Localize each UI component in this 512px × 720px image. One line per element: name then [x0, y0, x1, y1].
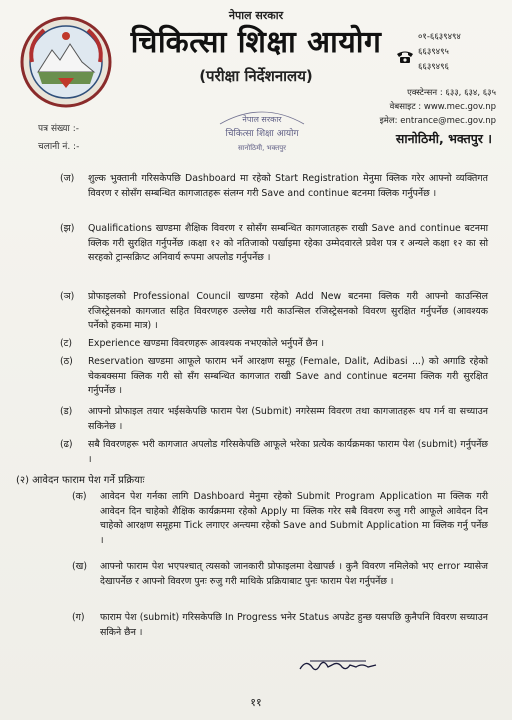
item-marker: (ड) — [60, 406, 73, 417]
list-item — [72, 560, 488, 589]
commission-title: चिकित्सा शिक्षा आयोग — [130, 25, 382, 60]
letter-number-label: पत्र संख्या :- — [38, 124, 79, 134]
telephone-icon — [396, 50, 414, 64]
section-heading: (२) आवेदन फाराम पेश गर्ने प्रक्रियाः — [16, 475, 145, 486]
item-marker: (झ) — [60, 223, 75, 234]
list-item — [72, 490, 488, 548]
item-marker: (ज) — [60, 173, 75, 184]
contact-info — [380, 86, 496, 128]
list-item — [60, 290, 488, 334]
extension-numbers: एक्स्टेन्सन : ६३३, ६३४, ६३५ — [407, 88, 496, 98]
item-marker: (ठ) — [60, 356, 73, 367]
item-text: Qualifications खण्डमा शैक्षिक विवरण र सोसँग सम्बन्धित कागजातहरू राखी Save and continue बटनमा क्लिक गरी सुरक्षित गर्नुपर्नेछ ।कक्षा १२ को नतिजाको पर्खाइमा रहेका उम्मेदवारले प्रवेश पत्र र अन्यले कक्षा १२ का सो सरहको ट्रान्सक्रिप्ट अनिवार्य रूपमा अपलोड गर्नुपर्नेछ । — [88, 223, 488, 264]
stamp-line: चिकित्सा शिक्षा आयोग — [225, 129, 299, 139]
phone-number: ६६३९४९५ — [418, 47, 449, 57]
list-item — [60, 405, 488, 434]
dispatch-number-label: चलानी नं. :- — [38, 142, 80, 152]
website-link[interactable]: वेबसाइट : www.mec.gov.np — [389, 102, 496, 112]
item-text: Reservation खण्डमा आफूले फाराम भर्ने आरक्षण समूह (Female, Dalit, Adibasi ...) को अगाडि रहेको चेकबक्समा क्लिक गरी सो सँग सम्बन्धित कागजात राखी Save and continue बटनमा क्लिक गरी सुरक्षित गर्नुपर्नेछ । — [88, 356, 488, 397]
phone-number: ६६३९४९६ — [418, 62, 449, 72]
item-text: Experience खण्डमा विवरणहरू आवश्यक नभएकोले भर्नुपर्ने छैन । — [88, 338, 325, 349]
page-number: ११ — [250, 696, 262, 709]
office-location: सानोठिमी, भक्तपुर । — [395, 131, 492, 146]
item-marker: (ञ) — [60, 291, 75, 302]
item-marker: (क) — [72, 491, 87, 502]
list-item — [60, 355, 488, 399]
phone-number: ०१-६६३९४९४ — [418, 32, 461, 42]
directorate-subtitle: (परीक्षा निर्देशनालय) — [199, 67, 313, 85]
stamp-line: नेपाल सरकार — [242, 115, 282, 124]
item-text: आफ्नो फाराम पेश भएपश्चात् त्यसको जानकारी प्रोफाइलमा देखापर्छ । कुनै विवरण नमिलेको भए error म्यासेज देखापर्नेछ र आफ्नो विवरण पुनः रुजु गरी माथिके प्रक्रियाबाट पुनः फाराम पेश गर्नुपर्नेछ । — [100, 561, 488, 587]
phone-numbers — [418, 30, 461, 75]
stamp-line: सानोठिमी, भक्तपुर — [237, 144, 287, 152]
list-item — [72, 611, 488, 640]
item-text: सबै विवरणहरू भरी कागजात अपलोड गरिसकेपछि आफूले भरेका प्रत्येक कार्यक्रमका फाराम पेश (submit) गर्नुपर्नेछ । — [88, 439, 488, 465]
item-marker: (ख) — [72, 561, 87, 572]
item-marker: (ट) — [60, 338, 73, 349]
list-item — [60, 337, 488, 352]
list-item — [60, 222, 488, 266]
official-stamp — [214, 104, 310, 164]
government-name: नेपाल सरकार — [228, 9, 284, 22]
letter-meta — [38, 120, 79, 156]
email-link[interactable]: इमेल: entrance@mec.gov.np — [379, 116, 496, 126]
item-text: प्रोफाइलको Professional Council खण्डमा रहेको Add New बटनमा क्लिक गरी आफ्नो काउन्सिल रजिस्ट्रेसनको कागजात सहित विवरणहरु उल्लेख गरी काउन्सिल रजिस्ट्रेसनको विवरण सुरक्षित गर्नुपर्नेछ (आवश्यक पर्नेको हकमा मात्र) । — [88, 291, 488, 332]
item-text: फाराम पेश (submit) गरिसकेपछि In Progress भनेर Status अपडेट हुन्छ यसपछि कुनैपनि विवरण सच्याउन सकिने छैन । — [100, 612, 488, 638]
item-text: आफ्नो प्रोफाइल तयार भईसकेपछि फाराम पेश (Submit) नगरेसम्म विवरण तथा कागजातहरू थप गर्न वा सच्याउन सकिनेछ । — [88, 406, 488, 432]
handwritten-signature — [296, 655, 386, 677]
item-text: शुल्क भुक्तानी गरिसकेपछि Dashboard मा रहेको Start Registration मेनुमा क्लिक गरेर आफ्नो व्यक्तिगत विवरण र सोसँग सम्बन्धित कागजातहरू संलग्न गरी Save and continue बटनमा क्लिक गर्नुपर्नेछ । — [88, 173, 488, 199]
item-marker: (ग) — [72, 612, 85, 623]
list-item — [60, 172, 488, 201]
list-item — [60, 438, 488, 467]
item-text: आवेदन पेश गर्नका लागि Dashboard मेनुमा रहेको Submit Program Application मा क्लिक गरी आवेदन दिन चाहेको शैक्षिक कार्यक्रममा रहेको Apply मा क्लिक गरेर सबै विवरण रुजु गरी आफूले आवेदन दिन चाहेको आरक्षण समूहमा Tick लगाएर अन्त्यमा रहेको Save and Submit Application मा क्लिक गर्नु पर्नेछ । — [100, 491, 488, 546]
item-marker: (ढ) — [60, 439, 73, 450]
